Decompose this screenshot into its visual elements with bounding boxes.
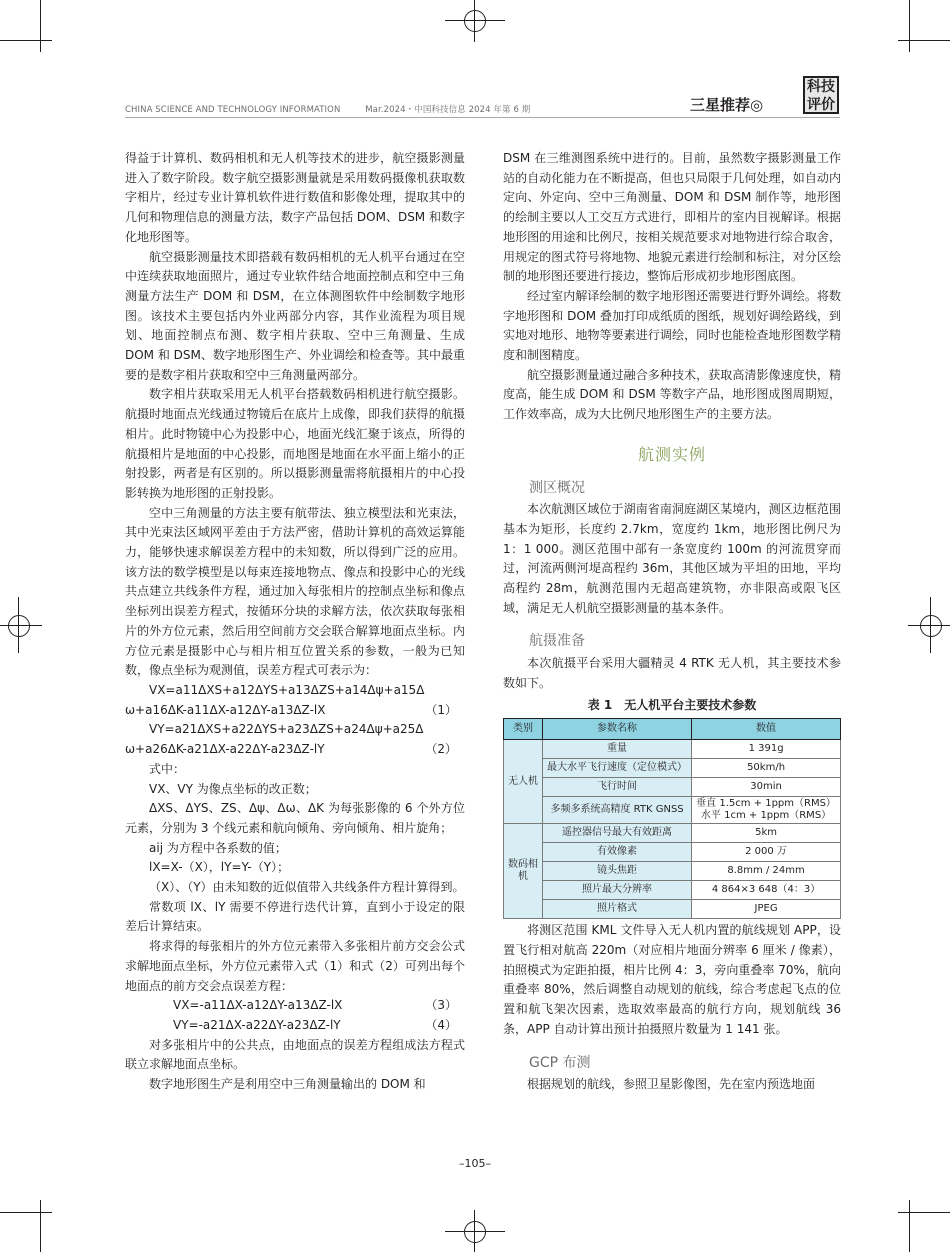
paragraph: 空中三角测量的方法主要有航带法、独立模型法和光束法，其中光束法区域网平差由于方法严密，借助计算机的高效运算能力，能够快速求解误差方程中的未知数，所以得到广泛的应用。该方法的数学模型是以每束连接地物点、像点和投影中心的光线共点建立共线条件方程，通过加入每张相片的控制点坐标和像点坐标列出误差方程式，按循环分块的求解方法，依次获取每张相片的外方位元素，然后用空间前方交会联合解算地面点坐标。内方位元素是摄影中心与相片相互位置关系的参数，一般为已知数，像点坐标为观测值，误差方程式可表示为： <box>125 505 465 678</box>
param-name: 最大水平飞行速度（定位模式） <box>543 759 692 778</box>
paragraph: 经过室内解译绘制的数字地形图还需要进行野外调绘。将数字地形图和 DOM 叠加打印成纸质的图纸，规划好调绘路线，到实地对地形、地物等要素进行调绘，同时也能检查地形图数学精度和制图精度。 <box>503 288 841 363</box>
header-category: 类别 <box>504 719 543 740</box>
paragraph: 将求得的每张相片的外方位元素带入多张相片前方交会公式求解地面点坐标，外方位元素带入式（1）和式（2）可列出每个地面点的前方交会点误差方程： <box>125 939 465 993</box>
param-name: 有效像素 <box>543 843 692 862</box>
equation-4-number: （4） <box>425 1017 457 1032</box>
registration-mark <box>920 615 942 637</box>
crop-mark <box>898 40 950 41</box>
registration-mark <box>464 1221 486 1243</box>
param-value: 1 391g <box>692 740 841 759</box>
table-row <box>504 862 841 881</box>
param-name: 飞行时间 <box>543 778 692 797</box>
page-number: –105– <box>459 1157 491 1170</box>
left-column <box>125 149 465 1095</box>
journal-name: CHINA SCIENCE AND TECHNOLOGY INFORMATION <box>125 105 341 115</box>
equation-4 <box>125 1016 465 1036</box>
table-row <box>504 740 841 759</box>
param-value: JPEG <box>692 900 841 919</box>
paragraph: 本次航摄平台采用大疆精灵 4 RTK 无人机，其主要技术参数如下。 <box>503 656 841 690</box>
definition: （X）、（Y）由未知数的近似值带入共线条件方程计算得到。 <box>149 880 465 895</box>
badge-line-1: 科技 <box>807 79 835 95</box>
param-name: 遥控器信号最大有效距离 <box>543 824 692 843</box>
badge-line-2: 评价 <box>807 97 835 113</box>
equation-2 <box>125 720 465 759</box>
section-heading: 航测实例 <box>637 444 706 464</box>
paragraph: 得益于计算机、数码相机和无人机等技术的进步，航空摄影测量进入了数字阶段。数字航空摄影测量就是采用数码摄像机获取数字相片，经过专业计算机软件进行数值和影像处理，提取其中的几何和物理信息的测量方法，数字产品包括 DOM、DSM 和数字化地形图等。 <box>125 151 465 244</box>
paragraph: 数字地形图生产是利用空中三角测量输出的 DOM 和 <box>149 1077 426 1092</box>
registration-mark <box>908 625 950 626</box>
paragraph: 对多张相片中的公共点，由地面点的误差方程组成法方程式联立求解地面点坐标。 <box>125 1037 465 1072</box>
paragraph: DSM 在三维测图系统中进行的。目前，虽然数字摄影测量工作站的自动化能力在不断提高，但也只局限于几何处理，如自动内定向、外定向、空中三角测量、DOM 和 DSM 制作等，地形图的绘制主要以人工交互方式进行，即相片的室内目视解译。根据地形图的用途和比例尺，按相关规范要求对地物进行综合取舍，用规定的图式符号将地物、地貌元素进行绘制和标注，对分区绘制的地形图还要进行接边，整饰后形成初步地形图底图。 <box>503 151 841 284</box>
equation-4-body: VY=-a21ΔX-a22ΔY-a23ΔZ-lY <box>173 1017 341 1032</box>
table-caption: 表 1 无人机平台主要技术参数 <box>587 697 757 712</box>
registration-mark <box>464 10 486 32</box>
table-header-row <box>504 719 841 740</box>
where-label: 式中： <box>149 761 186 776</box>
registration-mark <box>0 625 42 626</box>
param-value: 50km/h <box>692 759 841 778</box>
definition: lX=X-（X），lY=Y-（Y）； <box>149 860 290 875</box>
param-value-line: 水平 1cm + 1ppm（RMS） <box>700 810 832 822</box>
issue-info: Mar.2024・中国科技信息 2024 年第 6 期 <box>365 105 531 115</box>
definition: aij 为方程中各系数的值； <box>149 840 287 855</box>
param-value: 5km <box>692 824 841 843</box>
equation-2-line-a: VY=a21ΔXS+a22ΔYS+a23ΔZS+a24Δψ+a25Δ <box>149 722 424 737</box>
table-row <box>504 759 841 778</box>
equation-2-line-b: ω+a26ΔK-a21ΔX-a22ΔY-a23ΔZ-lY <box>125 742 325 757</box>
subsection-heading: GCP 布测 <box>529 1054 591 1071</box>
param-name: 重量 <box>543 740 692 759</box>
definition: VX、VY 为像点坐标的改正数； <box>149 781 317 796</box>
subsection-heading: 航摄准备 <box>529 633 585 650</box>
category-camera: 数码相机 <box>504 824 543 919</box>
table-row <box>504 824 841 843</box>
equation-3 <box>125 996 465 1016</box>
param-name: 镜头焦距 <box>543 862 692 881</box>
registration-mark <box>445 1231 505 1232</box>
crop-mark <box>40 0 41 52</box>
table-row <box>504 843 841 862</box>
crop-mark <box>909 0 910 52</box>
equation-3-number: （3） <box>425 998 457 1013</box>
category-drone: 无人机 <box>504 740 543 824</box>
registration-mark <box>930 597 931 653</box>
crop-mark <box>0 40 52 41</box>
equation-1-line-a: VX=a11ΔXS+a12ΔYS+a13ΔZS+a14Δψ+a15Δ <box>149 682 425 697</box>
registration-mark <box>445 20 505 21</box>
param-name: 照片最大分辨率 <box>543 881 692 900</box>
equation-2-number: （2） <box>425 742 457 757</box>
header-value: 数值 <box>692 719 841 740</box>
paragraph: 本次航测区域位于湖南省南洞庭湖区某境内，测区边框范围基本为矩形，长度约 2.7km，宽度约 1km，地形图比例尺为 1：1 000。测区范围中部有一条宽度约 100m 的河流贯穿而过，河流两侧河堤高程约 36m，其他区域为平坦的田地，平均高程约 28m，航测范围内无超高建筑物，亦非限高或限飞区域，满足无人机航空摄影测量的基本条件。 <box>503 502 841 615</box>
paragraph: 数字相片获取采用无人机平台搭载数码相机进行航空摄影。航摄时地面点光线通过物镜后在底片上成像，即我们获得的航摄相片。此时物镜中心为投影中心，地面光线汇聚于该点，所得的航摄相片是地面的中心投影，而地图是地面在水平面上缩小的正射投影，两者是有区别的。所以摄影测量需将航摄相片的中心投影转换为地形图的正射投影。 <box>125 387 465 500</box>
param-name: 照片格式 <box>543 900 692 919</box>
paragraph: 航空摄影测量技术即搭载有数码相机的无人机平台通过在空中连续获取地面照片，通过专业软件结合地面控制点和空中三角测量方法生产 DOM 和 DSM，在立体测图软件中绘制数字地形图。该技术主要包括内外业两部分内容，其作业流程为项目规划、地面控制点布测、数字相片获取、空中三角测量、生成 DOM 和 DSM、数字地形图生产、外业调绘和检查等。其中最重要的是数字相片获取和空中三角测量两部分。 <box>125 249 465 382</box>
definition: ΔXS、ΔYS、ZS、Δψ、Δω、ΔK 为每张影像的 6 个外方位元素，分别为 3 个线元素和航向倾角、旁向倾角、相片旋角； <box>125 801 465 835</box>
paragraph: 根据规划的航线，参照卫星影像图，先在室内预选地面 <box>527 1077 816 1092</box>
equation-1-number: （1） <box>425 702 457 717</box>
registration-mark <box>18 597 19 653</box>
crop-mark <box>40 1200 41 1252</box>
column-badge <box>803 76 839 114</box>
paragraph: 常数项 lX、lY 需要不停进行迭代计算，直到小于设定的限差后计算结束。 <box>125 899 465 934</box>
equation-1-line-b: ω+a16ΔK-a11ΔX-a12ΔY-a13ΔZ-lX <box>125 702 326 717</box>
table-row <box>504 778 841 797</box>
section-label: 三星推荐◎ <box>690 96 764 114</box>
equation-3-body: VX=-a11ΔX-a12ΔY-a13ΔZ-lX <box>173 998 343 1013</box>
header-divider <box>125 117 840 118</box>
paragraph: 航空摄影测量通过融合多种技术，获取高清影像速度快，精度高，能生成 DOM 和 DSM 等数字产品，地形图成图周期短，工作效率高，成为大比例尺地形图生产的主要方法。 <box>503 367 841 422</box>
param-value: 8.8mm / 24mm <box>692 862 841 881</box>
paragraph: 将测区范围 KML 文件导入无人机内置的航线规划 APP，设置飞行相对航高 220m（对应相片地面分辨率 6 厘米 / 像素），拍照模式为定距拍摄，相片比例 4：3，旁向重叠率 70%，航向重叠率 80%，然后调整自动规划的航线，综合考虑起飞点的位置和航飞架次因素，选取效率最高的航行方向，规划航线 36 条，APP 自动计算出预计拍摄照片数量为 1 141 张。 <box>503 923 841 1036</box>
crop-mark <box>0 1212 52 1213</box>
right-column <box>503 149 841 1095</box>
running-header <box>125 103 530 115</box>
registration-mark <box>474 0 475 42</box>
table-row <box>504 900 841 919</box>
crop-mark <box>909 1200 910 1252</box>
param-value: 30min <box>692 778 841 797</box>
table-row <box>504 881 841 900</box>
param-value <box>692 797 841 824</box>
header-param: 参数名称 <box>543 719 692 740</box>
table-row <box>504 797 841 824</box>
equation-1 <box>125 681 465 720</box>
spec-table <box>503 718 841 919</box>
subsection-heading: 测区概况 <box>529 479 585 496</box>
param-name: 多频多系统高精度 RTK GNSS <box>543 797 692 824</box>
crop-mark <box>898 1212 950 1213</box>
registration-mark <box>8 615 30 637</box>
param-value: 4 864×3 648（4：3） <box>692 881 841 900</box>
param-value-line: 垂直 1.5cm + 1ppm（RMS） <box>696 798 836 810</box>
param-value: 2 000 万 <box>692 843 841 862</box>
